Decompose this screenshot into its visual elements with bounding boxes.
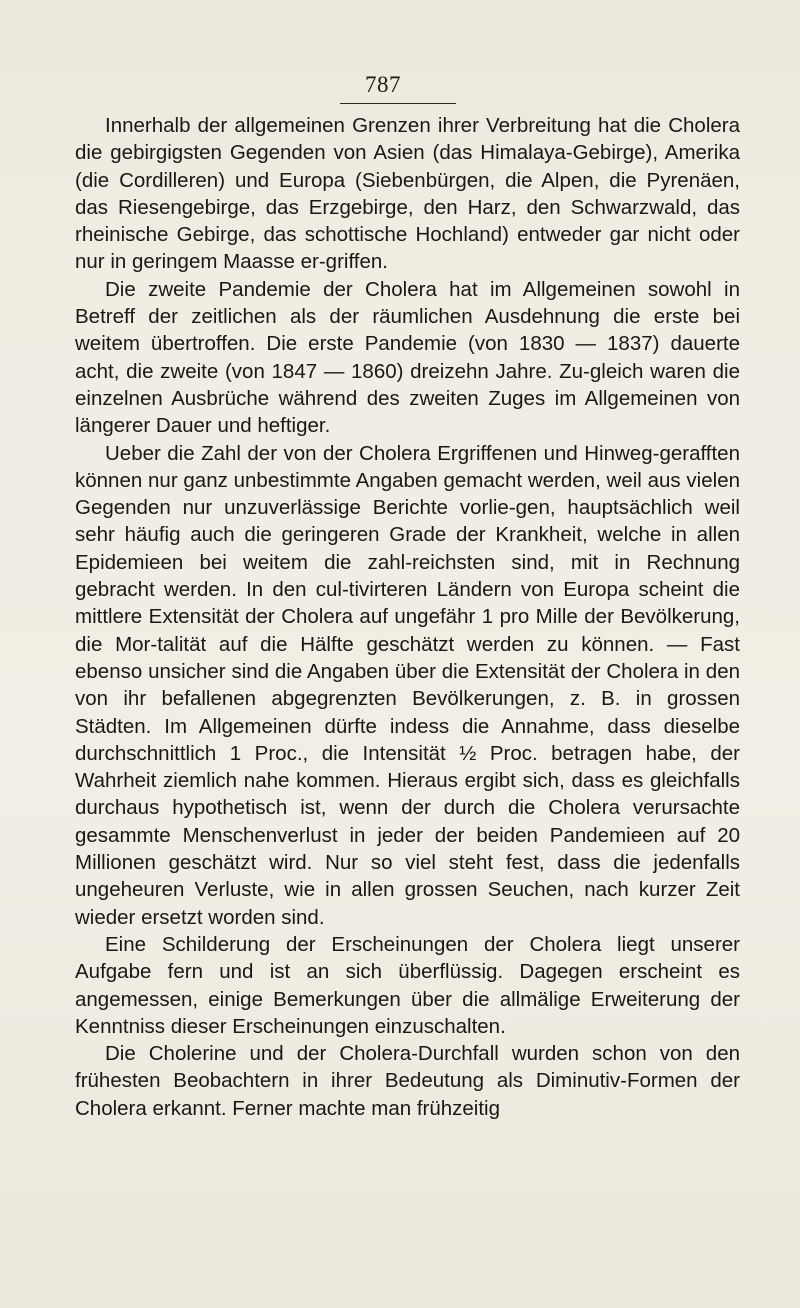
paragraph-1: Innerhalb der allgemeinen Grenzen ihrer Verbreitung hat die Cholera die gebirgigsten Gegenden von Asien (das Himalaya-Gebirge), Amerika (die Cordilleren) und Europa (Siebenbürgen, die Alpen, die Pyrenäen, das Riesengebirge, das Erzgebirge, den Harz, den Schwarzwald, das rheinische Gebirge, das schottische Hochland) entweder gar nicht oder nur in geringem Maasse er-griffen. — [75, 114, 740, 274]
body-text — [75, 112, 740, 1122]
header-rule — [340, 103, 456, 104]
paragraph-3: Ueber die Zahl der von der Cholera Ergriffenen und Hinweg-gerafften können nur ganz unbestimmte Angaben gemacht werden, weil aus vielen Gegenden nur unzuverlässige Berichte vorlie-gen, hauptsächlich weil sehr häufig auch die geringeren Grade der Krankheit, welche in allen Epidemieen bei weitem die zahl-reichsten sind, mit in Rechnung gebracht werden. In den cul-tivirteren Ländern von Europa scheint die mittlere Extensität der Cholera auf ungefähr 1 pro Mille der Bevölkerung, die Mor-talität auf die Hälfte geschätzt werden zu können. — Fast ebenso unsicher sind die Angaben über die Extensität der Cholera in den von ihr befallenen abgegrenzten Bevölkerungen, z. B. in grossen Städten. Im Allgemeinen dürfte indess die Annahme, dass dieselbe durchschnittlich 1 Proc., die Intensität ½ Proc. betragen habe, der Wahrheit ziemlich nahe kommen. Hieraus ergibt sich, dass es gleichfalls durchaus hypothetisch ist, wenn der durch die Cholera verursachte gesammte Menschenverlust in jeder der beiden Pandemieen auf 20 Millionen geschätzt wird. Nur so viel steht fest, dass die jedenfalls ungeheuren Verluste, wie in allen grossen Seuchen, nach kurzer Zeit wieder ersetzt worden sind. — [75, 441, 740, 929]
page-number: 787 — [365, 72, 401, 97]
paragraph-2: Die zweite Pandemie der Cholera hat im Allgemeinen sowohl in Betreff der zeitlichen als der räumlichen Ausdehnung die erste bei weitem übertroffen. Die erste Pandemie (von 1830 — 1837) dauerte acht, die zweite (von 1847 — 1860) dreizehn Jahre. Zu-gleich waren die einzelnen Ausbrüche während des zweiten Zuges im Allgemeinen von längerer Dauer und heftiger. — [75, 277, 740, 438]
paragraph-5: Die Cholerine und der Cholera-Durchfall wurden schon von den frühesten Beobachtern in ihrer Bedeutung als Diminutiv-Formen der Cholera erkannt. Ferner machte man frühzeitig — [75, 1042, 740, 1120]
paragraph-4: Eine Schilderung der Erscheinungen der Cholera liegt unserer Aufgabe fern und ist an sich überflüssig. Dagegen erscheint es angemessen, einige Bemerkungen über die allmälige Erweiterung der Kenntniss dieser Erscheinungen einzuschalten. — [75, 932, 740, 1038]
